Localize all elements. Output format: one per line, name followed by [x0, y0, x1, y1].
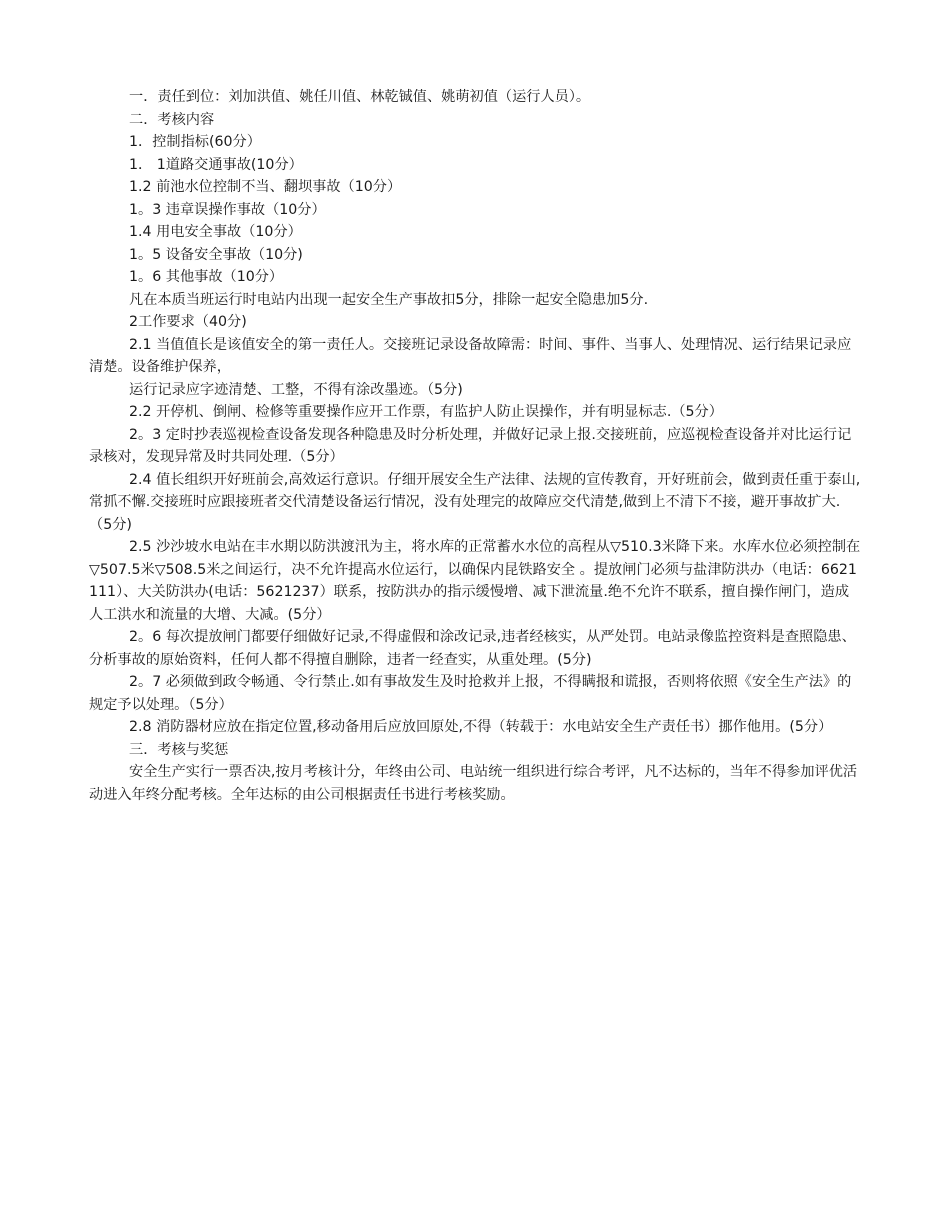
- section-heading-content: 二．考核内容: [129, 111, 215, 128]
- item-control-indicators: 1．控制指标(60分）: [129, 134, 261, 150]
- document-body: [89, 86, 861, 806]
- item-1-6: 1。6 其他事故（10分）: [129, 269, 284, 285]
- item-2-2: 2.2 开停机、倒闸、检修等重要操作应开工作票，有监护人防止误操作，并有明显标志.（5分）: [129, 404, 723, 420]
- item-2-1-continued: 运行记录应字迹清楚、工整，不得有涂改墨迹。（5分): [129, 381, 463, 398]
- item-1-5: 1。5 设备安全事故（10分): [129, 246, 303, 263]
- item-1-1: 1． 1道路交通事故(10分）: [129, 156, 303, 173]
- item-2-8: 2.8 消防器材应放在指定位置,移动备用后应放回原处,不得（转载于：水电站安全生产责任书）挪作他用。(5分）: [129, 719, 833, 735]
- item-2-4: 2.4 值长组织开好班前会,高效运行意识。仔细开展安全生产法律、法规的宣传教育，开好班前会，做到责任重于泰山,常抓不懈.交接班时应跟接班者交代清楚设备运行情况，没有处理完的故障应交代清楚,做到上不清下不接，避开事故扩大.（5分): [89, 471, 861, 533]
- item-work-requirements: 2工作要求（40分): [129, 314, 247, 330]
- item-2-7: 2。7 必须做到政令畅通、令行禁止.如有事故发生及时抢救并上报，不得瞒报和谎报，否则将依照《安全生产法》的规定予以处理。（5分）: [89, 674, 852, 713]
- item-2-6: 2。6 每次提放闸门都要仔细做好记录,不得虚假和涂改记录,违者经核实，从严处罚。电站录像监控资料是查照隐患、分析事故的原始资料，任何人都不得擅自删除，违者一经查实，从重处理。(5分): [89, 629, 856, 668]
- scoring-rule: 凡在本质当班运行时电站内出现一起安全生产事故扣5分，排除一起安全隐患加5分.: [129, 291, 649, 308]
- item-1-3: 1。3 违章误操作事故（10分）: [129, 201, 326, 218]
- item-2-3: 2。3 定时抄表巡视检查设备发现各种隐患及时分析处理，并做好记录上报.交接班前，应巡视检查设备并对比运行记录核对，发现异常及时共同处理.（5分）: [89, 426, 852, 465]
- item-1-2: 1.2 前池水位控制不当、翻坝事故（10分）: [129, 179, 402, 195]
- rewards-paragraph: 安全生产实行一票否决,按月考核计分，年终由公司、电站统一组织进行综合考评，凡不达标的，当年不得参加评优活动进入年终分配考核。全年达标的由公司根据责任书进行考核奖励。: [89, 764, 858, 803]
- item-2-1: 2.1 当值值长是该值安全的第一责任人。交接班记录设备故障需：时间、事件、当事人、处理情况、运行结果记录应清楚。设备维护保养，: [89, 336, 852, 375]
- section-heading-rewards: 三．考核与奖惩: [129, 741, 229, 758]
- item-2-5: 2.5 沙沙坡水电站在丰水期以防洪渡汛为主，将水库的正常蓄水水位的高程从▽510.3米降下来。水库水位必须控制在▽507.5米▽508.5米之间运行，决不允许提高水位运行，以确保内昆铁路安全 。提放闸门必须与盐津防洪办（电话：6621111）、大关防洪办(电话：5621237）联系，按防洪办的指示缓慢增、减下泄流量.绝不允许不联系，擅自操作闸门，造成人工洪水和流量的大增、大减。(5分）: [89, 539, 861, 623]
- section-responsibility: 一．责任到位：刘加洪值、姚任川值、林乾铖值、姚萌初值（运行人员）。: [129, 89, 591, 105]
- item-1-4: 1.4 用电安全事故（10分）: [129, 224, 302, 240]
